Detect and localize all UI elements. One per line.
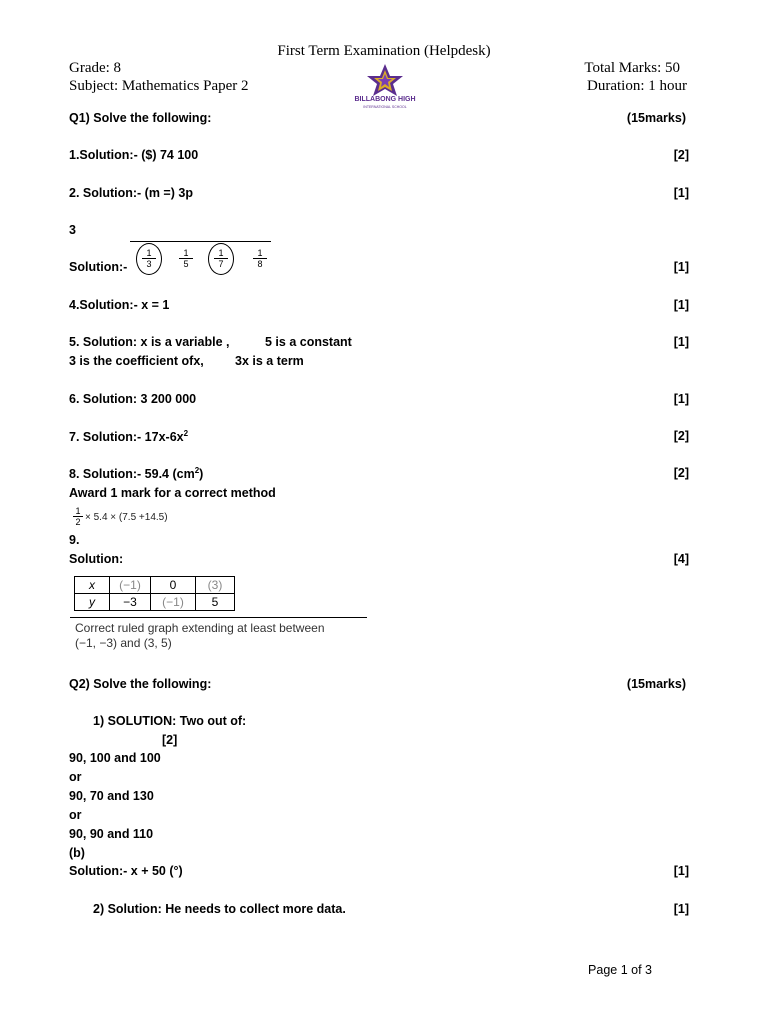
table-cell: (−1) <box>151 594 196 611</box>
table-cell: (3) <box>196 577 235 594</box>
q1-s5-line2b: 3x is a term <box>235 354 304 368</box>
total-marks-label: Total Marks: 50 <box>584 60 680 76</box>
q2-marks: (15marks) <box>626 677 686 691</box>
q1-heading: Q1) Solve the following: <box>69 111 212 125</box>
table-cell: (−1) <box>110 577 151 594</box>
fraction-1-3: $\frac{1}{3}$ <box>142 248 156 269</box>
q1-s8-text: 8. Solution:- 59.4 $(cm^2)$ <box>69 466 204 482</box>
q2-option: 90, 90 and 110 <box>69 827 154 841</box>
formula-rest: × 5.4 × (7.5 +14.5) <box>85 512 168 523</box>
grade-label: Grade: 8 <box>69 60 122 76</box>
q1-s1-marks: [2] <box>673 148 689 162</box>
q1-s2-marks: [1] <box>673 186 689 200</box>
q1-s7-text: 7. Solution:- $17x-6x^2$ <box>69 429 189 445</box>
fractions-line <box>130 241 271 242</box>
q1-s5-line1a: 5. Solution: x is a variable , <box>69 335 230 349</box>
q1-s2-text: 2. Solution:- (m =) 3p <box>69 186 193 200</box>
q2-option: 90, 70 and 130 <box>69 789 154 803</box>
q1-s3-marks: [1] <box>673 260 689 274</box>
graph-note-divider <box>70 617 367 618</box>
q2-part-b: (b) <box>69 846 85 860</box>
page-number: Page 1 of 3 <box>588 963 652 977</box>
graph-note-1: Correct ruled graph extending at least between <box>75 621 325 635</box>
table-cell: y <box>75 594 110 611</box>
fraction-1-8: $\frac{1}{8}$ <box>253 248 267 269</box>
graph-note-2: (−1, −3) and (3, 5) <box>75 636 172 650</box>
table-row <box>75 594 235 611</box>
q1-marks: (15marks) <box>626 111 686 125</box>
q1-s8-marks: [2] <box>673 466 689 480</box>
q2-option: 90, 100 and 100 <box>69 751 161 765</box>
q1-s1-text: 1.Solution:- ($) 74 100 <box>69 148 199 162</box>
q1-s4-marks: [1] <box>673 298 689 312</box>
q2-s1-marks: [2] <box>162 733 178 747</box>
q2-s1-text: 1) SOLUTION: Two out of: <box>93 714 247 728</box>
logo-subtext: INTERNATIONAL SCHOOL <box>363 105 407 109</box>
q2-option: or <box>69 770 82 784</box>
formula-half: $\frac{1}{2}$ <box>73 506 83 527</box>
table-cell: 5 <box>196 594 235 611</box>
table-cell: 0 <box>151 577 196 594</box>
q1-s6-text: 6. Solution: 3 200 000 <box>69 392 197 406</box>
q1-s5-line2a: 3 is the coefficient ofx, <box>69 354 204 368</box>
q1-s3-label: Solution:- <box>69 260 128 274</box>
q2-s2-marks: [1] <box>673 902 689 916</box>
q1-s9-marks: [4] <box>673 552 689 566</box>
table-cell: x <box>75 577 110 594</box>
q1-s4-text: 4.Solution:- x = 1 <box>69 298 170 312</box>
q2-part-b-marks: [1] <box>673 864 689 878</box>
q2-option: or <box>69 808 82 822</box>
q1-s8-note: Award 1 mark for a correct method <box>69 486 276 500</box>
q1-s6-marks: [1] <box>673 392 689 406</box>
star-logo-icon <box>352 62 418 100</box>
q1-s5-line1b: 5 is a constant <box>265 335 352 349</box>
q2-s2-text: 2) Solution: He needs to collect more data. <box>93 902 346 916</box>
values-table <box>74 576 235 611</box>
q1-s9-label: Solution: <box>69 552 124 566</box>
q2-part-b-solution: Solution:- x + 50 (°) <box>69 864 183 878</box>
logo-text: BILLABONG HIGH <box>354 96 416 103</box>
subject-label: Subject: Mathematics Paper 2 <box>69 78 249 94</box>
q2-heading: Q2) Solve the following: <box>69 677 212 691</box>
fraction-1-7: $\frac{1}{7}$ <box>214 248 228 269</box>
duration-label: Duration: 1 hour <box>587 78 687 94</box>
table-cell: −3 <box>110 594 151 611</box>
school-logo <box>352 62 418 114</box>
q1-s7-marks: [2] <box>673 429 689 443</box>
q1-s3-number: 3 <box>69 223 76 237</box>
fraction-1-5: $\frac{1}{5}$ <box>179 248 193 269</box>
table-row <box>75 577 235 594</box>
q1-s9-number: 9. <box>69 533 80 547</box>
q1-s5-marks: [1] <box>673 335 689 349</box>
exam-title: First Term Examination (Helpdesk) <box>277 43 491 59</box>
